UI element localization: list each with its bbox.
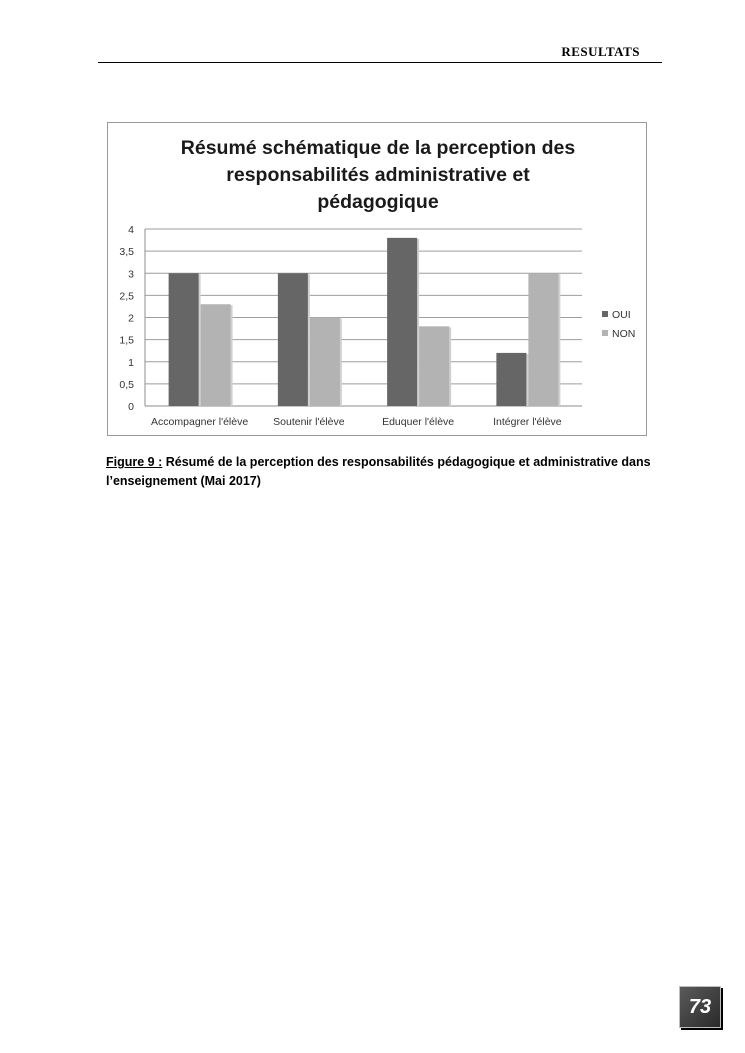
y-tick-label: 3,5 <box>119 246 134 259</box>
y-tick-label: 0 <box>128 401 134 413</box>
bar-chart <box>108 123 648 437</box>
legend-swatch-non <box>602 330 608 336</box>
caption-label: Figure 9 : <box>106 455 163 469</box>
x-axis-ticks <box>151 416 562 428</box>
x-tick-label: Soutenir l'élève <box>273 416 345 428</box>
bar-non <box>310 318 340 407</box>
chart-title <box>181 137 576 213</box>
y-tick-label: 2 <box>128 312 134 325</box>
bar-oui <box>387 238 417 406</box>
bars <box>169 238 561 406</box>
legend-label-oui: OUI <box>612 309 631 321</box>
y-tick-label: 3 <box>128 268 134 281</box>
bar-oui <box>169 273 199 406</box>
header-rule <box>98 62 662 63</box>
legend-label-non: NON <box>612 328 636 340</box>
y-axis-ticks <box>119 224 134 413</box>
chart-title-line-1: Résumé schématique de la perception des <box>180 137 576 159</box>
y-tick-label: 1,5 <box>119 334 134 347</box>
bar-oui <box>278 273 308 406</box>
bar-non <box>201 304 231 406</box>
legend <box>602 309 635 340</box>
page-number: 73 <box>679 986 721 1028</box>
chart-title-line-3: pédagogique <box>317 191 439 213</box>
y-tick-label: 1 <box>128 356 134 369</box>
figure-caption <box>106 453 651 491</box>
x-tick-label: Eduquer l'élève <box>382 416 455 428</box>
chart-title-line-2: responsabilités administrative et <box>226 164 530 186</box>
x-tick-label: Intégrer l'élève <box>493 416 562 428</box>
legend-swatch-oui <box>602 311 608 317</box>
y-tick-label: 0,5 <box>119 378 134 391</box>
bar-oui <box>496 353 526 406</box>
bar-non <box>528 273 558 406</box>
x-tick-label: Accompagner l'élève <box>151 416 249 428</box>
y-tick-label: 4 <box>128 224 134 236</box>
caption-text: Résumé de la perception des responsabilités pédagogique et administrative dans l’enseignement (Mai 2017) <box>106 455 651 488</box>
chart-frame <box>107 122 647 436</box>
section-title: RESULTATS <box>561 44 640 59</box>
bar-non <box>419 326 449 406</box>
y-tick-label: 2,5 <box>119 290 134 303</box>
